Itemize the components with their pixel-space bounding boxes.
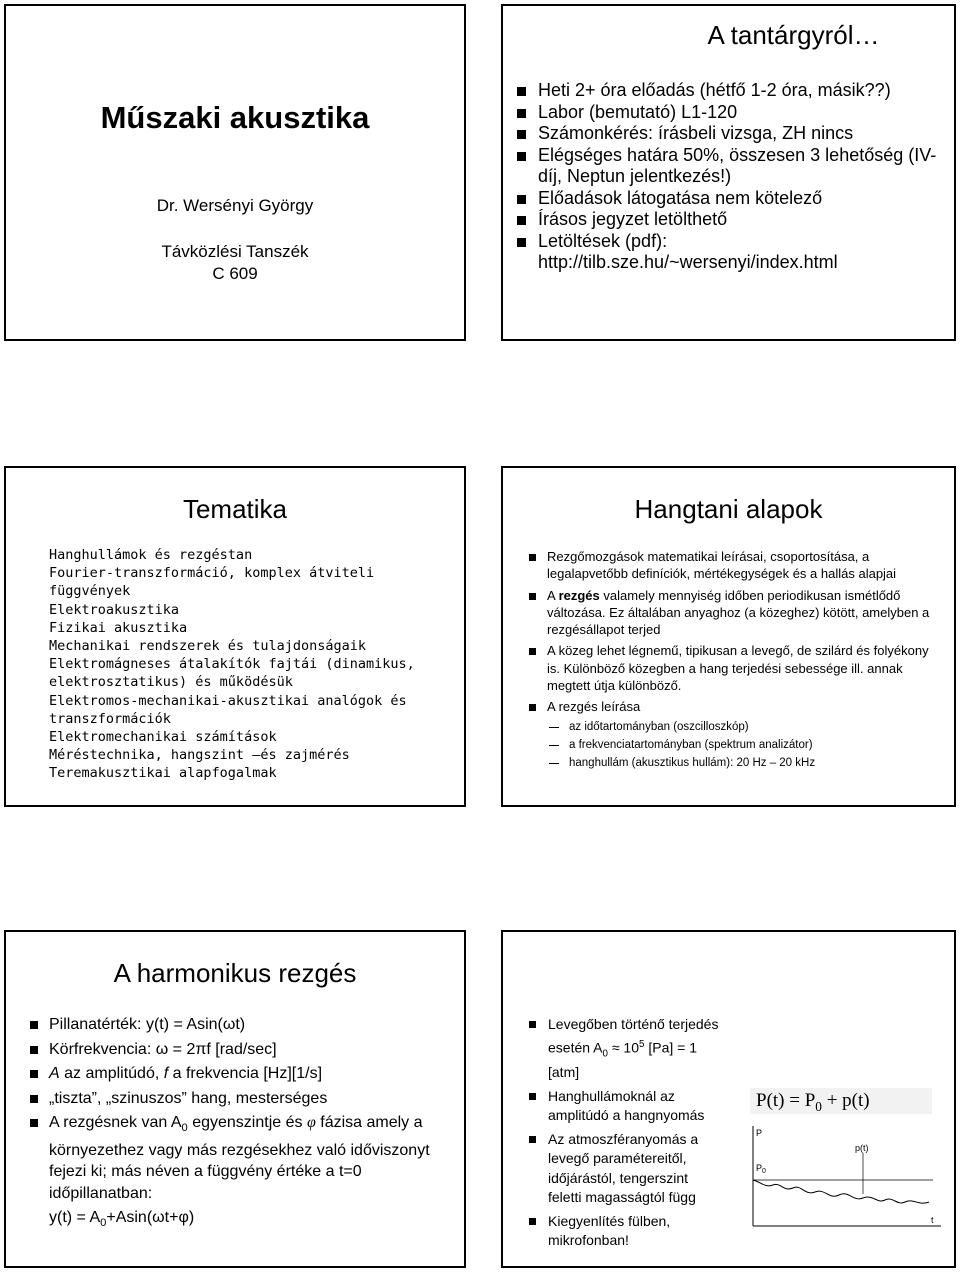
topic-line: Elektroakusztika xyxy=(49,601,180,618)
dash-bullet-icon xyxy=(549,727,559,728)
topic-line: Elektromágneses átalakítók fajtái (dinamikus, xyxy=(49,656,415,673)
list-item: Letöltések (pdf): http://tilb.sze.hu/~wersenyi/index.html xyxy=(517,231,946,274)
course-title: Műszaki akusztika xyxy=(100,100,370,135)
topic-line: Hanghullámok és rezgéstan xyxy=(49,547,253,563)
bold-term: rezgés xyxy=(558,587,600,603)
square-bullet-icon xyxy=(517,87,526,96)
pressure-curve xyxy=(753,1180,929,1203)
square-bullet-icon xyxy=(30,1095,38,1103)
topic-line: Fourier-transzformáció, komplex átviteli xyxy=(49,565,375,582)
list-item: Körfrekvencia: ω = 2πf [rad/sec] xyxy=(30,1039,454,1061)
square-bullet-icon xyxy=(517,109,526,118)
slide-heading: Hangtani alapok xyxy=(634,494,823,524)
p0-label: $P_0$ xyxy=(756,1163,766,1175)
slide-topics xyxy=(4,466,466,807)
list-item: Előadások látogatása nem kötelező xyxy=(517,188,946,210)
topic-line: elektrosztatikus) és működésük xyxy=(49,674,293,691)
topic-line: Elektromechanikai számítások xyxy=(49,729,277,746)
dash-bullet-icon xyxy=(549,745,559,746)
dash-bullet-icon xyxy=(549,763,559,764)
slide-about-course xyxy=(501,4,956,341)
list-item: A rezgés leírása az időtartományban (oszcilloszkóp) a frekvenciatartományban (spektrum analizátor) hanghullám (akusztikus hullám): 20 Hz – 20 kHz xyxy=(529,698,940,771)
slide-acoustics-basics xyxy=(501,466,956,807)
department-name: Távközlési Tanszék xyxy=(161,242,309,261)
list-item: A rezgés valamely mennyiség időben periodikusan ismétlődő változása. Ez általában anyaghoz (a közeghez) kötött, amelyben a rezgésállapot terjed xyxy=(529,587,940,639)
author-name: Dr. Wersényi György xyxy=(156,196,314,215)
list-item: Rezgőmozgások matematikai leírásai, csoportosítása, a legalapvetőbb definíciók, mértékegységek és a hallás alapjai xyxy=(529,548,940,583)
list-item: Számonkérés: írásbeli vizsga, ZH nincs xyxy=(517,123,946,145)
list-item: A rezgésnek van $A_0$ egyenszintje és φ fázisa amely a környezethez vagy más rezgésekhez való időviszonyt fejezi ki; más néven a függvény értéke a t=0 időpillanatban: xyxy=(30,1112,454,1204)
x-axis-label: t xyxy=(931,1215,934,1225)
slide-heading: A tantárgyról… xyxy=(707,20,880,50)
topics-list xyxy=(49,546,454,783)
topic-line: Méréstechnika, hangszint –és zajmérés xyxy=(49,747,350,764)
slide-heading: Tematika xyxy=(182,494,288,524)
list-item: A az amplitúdó, f a frekvencia [Hz][1/s] xyxy=(30,1063,454,1085)
square-bullet-icon xyxy=(30,1021,38,1029)
topic-line: függvények xyxy=(49,583,131,600)
list-item: Labor (bemutató) L1-120 xyxy=(517,102,946,124)
y-axis-label: P xyxy=(756,1128,763,1138)
square-bullet-icon xyxy=(529,593,536,600)
square-bullet-icon xyxy=(30,1046,38,1054)
list-item: Az atmoszféranyomás a levegő paramétereitől, időjárástól, tengerszint feletti magasságtól függ xyxy=(529,1130,724,1208)
topic-line: transzformációk xyxy=(49,710,171,727)
square-bullet-icon xyxy=(517,238,526,247)
list-item: Írásos jegyzet letölthető xyxy=(517,209,946,231)
pt-label: p(t) xyxy=(855,1143,869,1153)
topic-line: Teremakusztikai alapfogalmak xyxy=(49,765,277,782)
list-item: Kiegyenlítés fülben, mikrofonban! xyxy=(529,1212,724,1251)
bullet-list xyxy=(517,80,946,274)
square-bullet-icon xyxy=(30,1119,38,1127)
bullet-list xyxy=(529,1015,724,1255)
list-item: A közeg lehet légnemű, tipikusan a levegő, de szilárd és folyékony is. Különböző közegben a hang terjedési sebessége ill. annak megtett útja különböző. xyxy=(529,642,940,694)
sub-list-item: hanghullám (akusztikus hullám): 20 Hz – 20 kHz xyxy=(547,754,940,772)
list-item: Pillanatérték: y(t) = Asin(ωt) xyxy=(30,1014,454,1036)
slide-harmonic-oscillation xyxy=(4,930,466,1268)
bullet-list xyxy=(30,1014,454,1204)
square-bullet-icon xyxy=(529,1093,536,1100)
list-item: „tiszta”, „szinuszos” hang, mesterséges xyxy=(30,1088,454,1110)
square-bullet-icon xyxy=(529,648,536,655)
square-bullet-icon xyxy=(517,216,526,225)
square-bullet-icon xyxy=(517,152,526,161)
list-item: Levegőben történő terjedés esetén $A_0 \approx 10^5$ [Pa] = 1 [atm] xyxy=(529,1015,724,1083)
pressure-graph xyxy=(743,1122,943,1232)
square-bullet-icon xyxy=(30,1070,38,1078)
list-item: Hanghullámoknál az amplitúdó a hangnyomás xyxy=(529,1087,724,1126)
square-bullet-icon xyxy=(529,1136,536,1143)
room-number: C 609 xyxy=(212,264,258,283)
list-item: Heti 2+ óra előadás (hétfő 1-2 óra, másik??) xyxy=(517,80,946,102)
topic-line: Mechanikai rendszerek és tulajdonságaik xyxy=(49,638,366,655)
square-bullet-icon xyxy=(529,554,536,561)
square-bullet-icon xyxy=(529,1218,536,1225)
square-bullet-icon xyxy=(529,1021,536,1028)
square-bullet-icon xyxy=(529,704,536,711)
sub-list-item: a frekvenciatartományban (spektrum analizátor) xyxy=(547,736,940,754)
list-item: Elégséges határa 50%, összesen 3 lehetőség (IV-díj, Neptun jelentkezés!) xyxy=(517,145,946,188)
slide-title xyxy=(4,4,466,341)
sub-list-item: az időtartományban (oszcilloszkóp) xyxy=(547,718,940,736)
slide-air-pressure xyxy=(501,930,956,1268)
slide-heading: A harmonikus rezgés xyxy=(113,958,357,988)
sub-list xyxy=(547,718,940,772)
topic-line: Elektromos-mechanikai-akusztikai analógok és xyxy=(49,692,407,709)
square-bullet-icon xyxy=(517,130,526,139)
bullet-list xyxy=(529,548,940,776)
topic-line: Fizikai akusztika xyxy=(49,619,188,636)
square-bullet-icon xyxy=(517,195,526,204)
formula-line: $y(t) = A_0+Asin(\omega t+\varphi)$ xyxy=(49,1209,195,1230)
pressure-formula: $P(t) = P_0 + p(t)$ xyxy=(750,1088,932,1114)
